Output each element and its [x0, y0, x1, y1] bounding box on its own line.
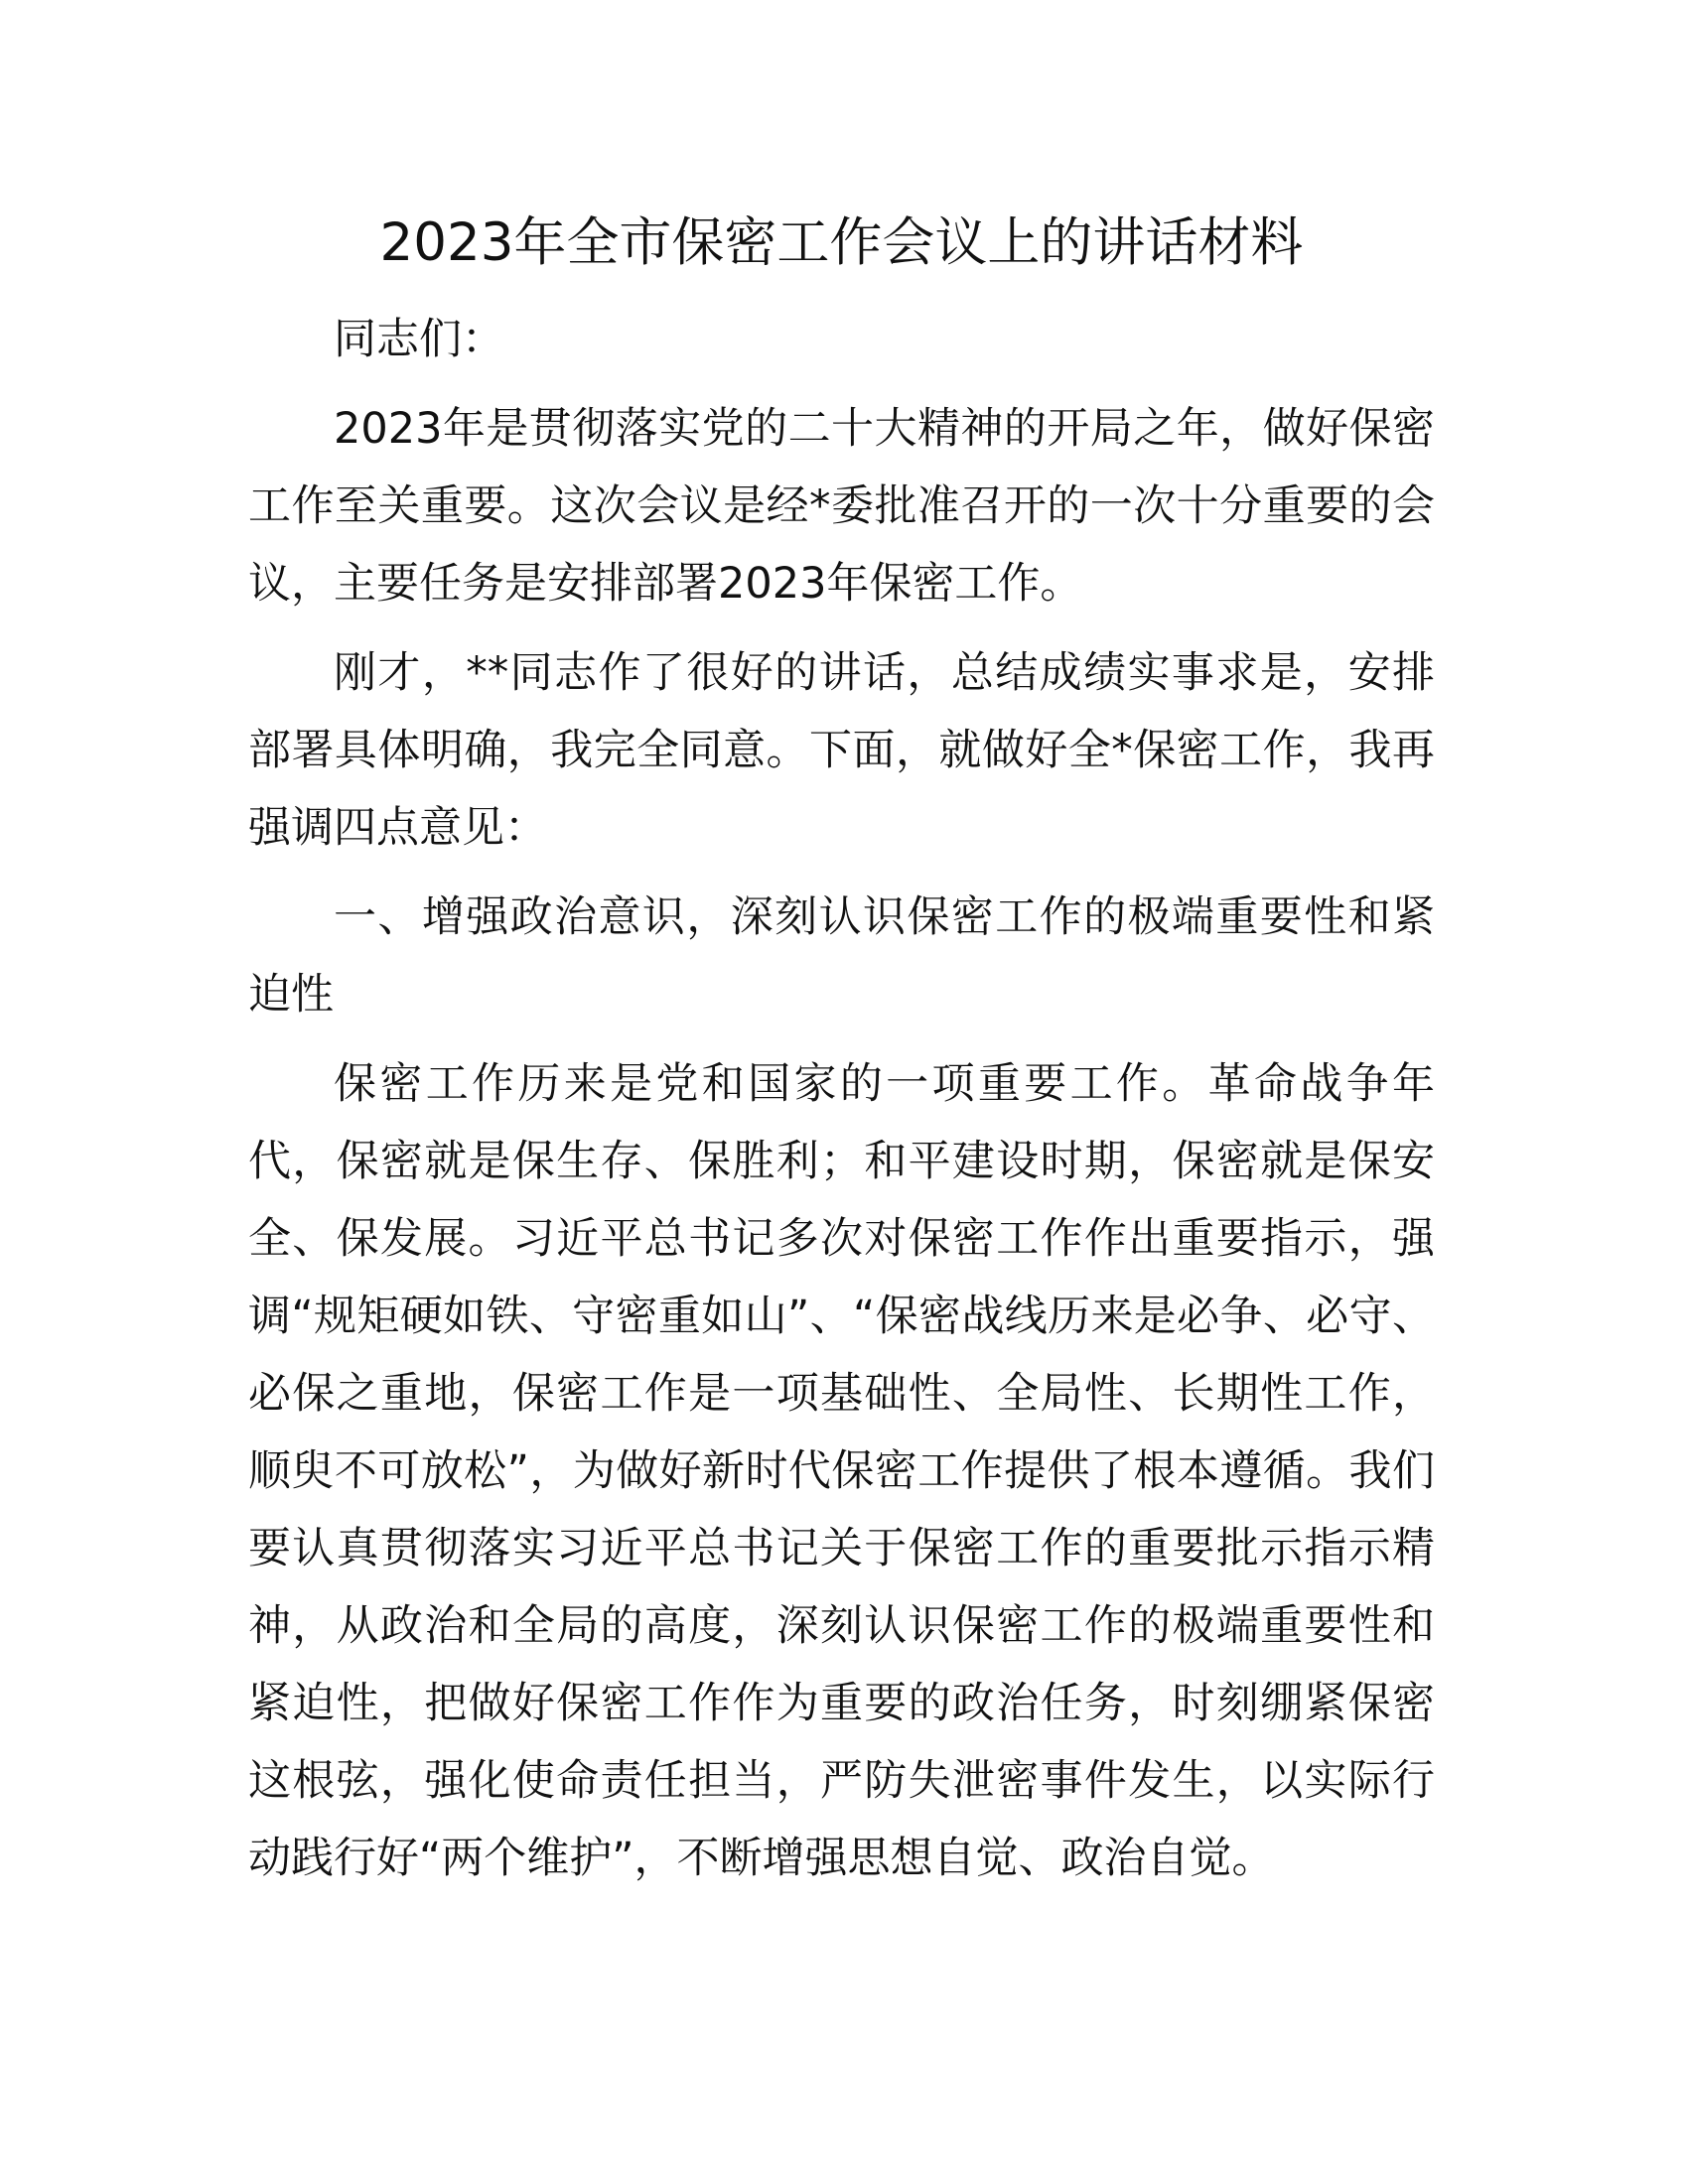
greeting: 同志们：	[334, 315, 504, 364]
paragraph-intro: 2023年是贯彻落实党的二十大精神的开局之年，做好保密工作至关重要。这次会议是经*委批准召开的一次十分重要的会议，主要任务是安排部署2023年保密工作。	[248, 404, 1435, 609]
document-title: 2023年全市保密工作会议上的讲话材料	[379, 212, 1304, 273]
paragraph-response: 刚才，**同志作了很好的讲话，总结成绩实事求是，安排部署具体明确，我完全同意。下面，就做好全*保密工作，我再强调四点意见：	[248, 648, 1435, 853]
section-heading-1: 一、增强政治意识，深刻认识保密工作的极端重要性和紧迫性	[248, 892, 1435, 1020]
document-body	[248, 204, 1435, 1897]
paragraph-section-1-body: 保密工作历来是党和国家的一项重要工作。革命战争年代，保密就是保生存、保胜利；和平建设时期，保密就是保安全、保发展。习近平总书记多次对保密工作作出重要指示，强调“规矩硬如铁、守密重如山”、“保密战线历来是必争、必守、必保之重地，保密工作是一项基础性、全局性、长期性工作，顺臾不可放松”，为做好新时代保密工作提供了根本遵循。我们要认真贯彻落实习近平总书记关于保密工作的重要批示指示精神，从政治和全局的高度，深刻认识保密工作的极端重要性和紧迫性，把做好保密工作作为重要的政治任务，时刻绷紧保密这根弦，强化使命责任担当，严防失泄密事件发生，以实际行动践行好“两个维护”，不断增强思想自觉、政治自觉。	[248, 1059, 1435, 1883]
